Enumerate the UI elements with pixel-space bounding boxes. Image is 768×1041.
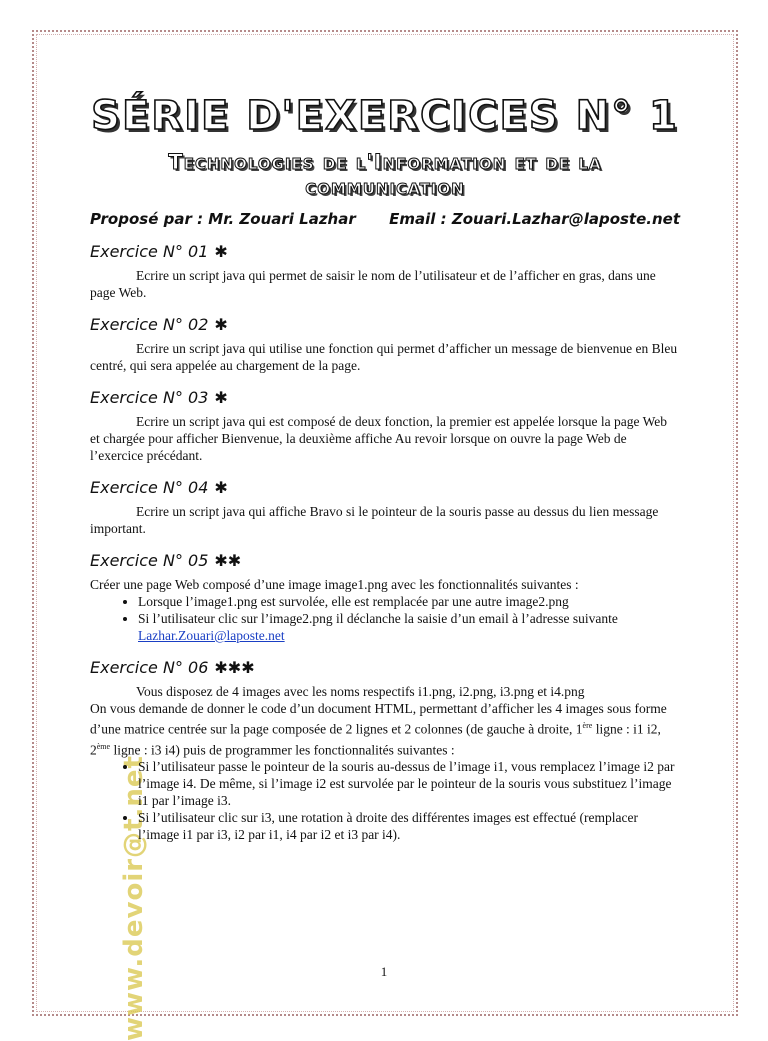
exercise-title-text: Exercice N° 06 [90, 658, 209, 677]
exercise-list-06 [90, 758, 680, 843]
author-label: Proposé par : Mr. Zouari Lazhar [90, 210, 356, 228]
difficulty-star-icon: ✱ [214, 242, 228, 261]
exercise-title-text: Exercice N° 01 [90, 242, 209, 261]
exercise-title-01 [90, 242, 680, 261]
exercise-text-04: Ecrire un script java qui affiche Bravo si le pointeur de la souris passe au dessus du lien message important. [90, 504, 659, 536]
difficulty-star-icon: ✱ [214, 478, 228, 497]
list-item: • Si l’utilisateur clic sur i3, une rotation à droite des différentes images est effectué (remplacer l’image i1 par i3, i2 par i1, i4 par i2 et i3 par i4). [138, 809, 680, 843]
exercise-title-03 [90, 388, 680, 407]
difficulty-star-icon: ✱ [214, 315, 228, 334]
intro-text: ligne : i1 i2, 2 [90, 721, 661, 757]
exercise-title-05 [90, 551, 680, 570]
exercise-title-04 [90, 478, 680, 497]
page-number: 1 [380, 964, 388, 979]
document-subtitle: Technologies de l'Information et de la communication [168, 150, 602, 199]
exercise-title-06 [90, 658, 680, 677]
list-item: • Si l’utilisateur passe le pointeur de la souris au-dessus de l’image i1, vous remplacez l’image i2 par l’image i4. De même, si l’image i2 est survolée par le pointeur de la souris vous substituez l’image i1 par l’image i3. [138, 758, 680, 809]
exercise-title-text: Exercice N° 02 [90, 315, 209, 334]
exercise-text-02: Ecrire un script java qui utilise une fonction qui permet d’afficher un message de bienvenue en Bleu centré, qui sera appelée au chargement de la page. [90, 341, 678, 373]
difficulty-star-icon: ✱✱✱ [214, 658, 255, 677]
difficulty-star-icon: ✱ [214, 388, 228, 407]
document-title: SÉRIE D'EXERCICES N° 1 [91, 93, 679, 139]
document-body [90, 90, 680, 843]
email-link[interactable]: Lazhar.Zouari@laposte.net [138, 628, 285, 643]
exercise-text-03: Ecrire un script java qui est composé de deux fonction, la premier est appelée lorsque la page Web et chargée pour afficher Bienvenue, la deuxième affiche Au revoir lorsque on ouvre la page Web de l’exercice précédant. [90, 414, 667, 463]
exercise-title-text: Exercice N° 03 [90, 388, 209, 407]
list-item-text: Si l’utilisateur clic sur l’image2.png il déclanche la saisie d’un email à l’adresse suivante [138, 611, 618, 626]
exercise-title-02 [90, 315, 680, 334]
email-label: Email : Zouari.Lazhar@laposte.net [389, 210, 680, 228]
intro-text: ligne : i3 i4) puis de programmer les fonctionnalités suivantes : [110, 742, 455, 757]
ordinal-sup: ère [582, 721, 593, 730]
intro-text: On vous demande de donner le code d’un document HTML, permettant d’afficher les 4 images sous forme d’une matrice centrée sur la page composée de 2 lignes et 2 colonnes (de gauche à droite, 1 [90, 701, 667, 737]
exercise-title-text: Exercice N° 04 [90, 478, 209, 497]
exercise-title-text: Exercice N° 05 [90, 551, 209, 570]
list-item: • Lorsque l’image1.png est survolée, elle est remplacée par une autre image2.png [138, 593, 680, 610]
author-line [90, 210, 680, 228]
exercise-text-01: Ecrire un script java qui permet de saisir le nom de l’utilisateur et de l’afficher en gras, dans une page Web. [90, 268, 656, 300]
exercise-intro-05: Créer une page Web composé d’une image image1.png avec les fonctionnalités suivantes : [90, 577, 579, 592]
exercise-intro-06a: Vous disposez de 4 images avec les noms respectifs i1.png, i2.png, i3.png et i4.png [136, 684, 585, 699]
exercise-list-05 [90, 593, 680, 644]
difficulty-star-icon: ✱✱ [214, 551, 242, 570]
site-watermark: www.devoir@t.net [119, 755, 149, 1041]
list-item [138, 610, 680, 644]
ordinal-sup: ème [96, 741, 111, 751]
exercise-intro-06b [90, 700, 680, 758]
